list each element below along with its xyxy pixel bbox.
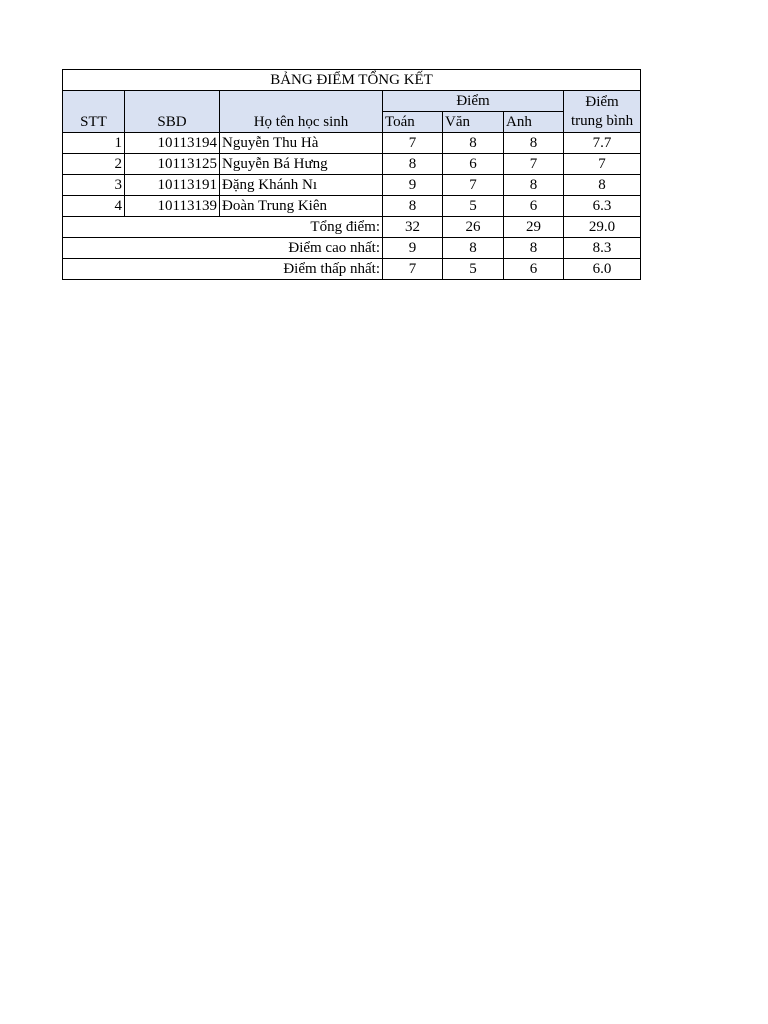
cell-anh: 8: [504, 175, 564, 196]
table-row: [63, 133, 641, 154]
table-title: BẢNG ĐIỂM TỔNG KẾT: [63, 70, 641, 91]
header-average-line2: trung bình: [570, 112, 634, 129]
summary-anh: 8: [504, 238, 564, 259]
summary-van: 5: [443, 259, 504, 280]
cell-sbd: 10113194: [125, 133, 220, 154]
cell-average: 7.7: [564, 133, 641, 154]
cell-van: 6: [443, 154, 504, 175]
summary-average: 29.0: [564, 217, 641, 238]
summary-van: 8: [443, 238, 504, 259]
cell-stt: 2: [63, 154, 125, 175]
header-stt: STT: [63, 91, 125, 133]
table-row: [63, 175, 641, 196]
summary-toan: 9: [383, 238, 443, 259]
header-subject-anh: Anh: [504, 112, 564, 133]
cell-anh: 8: [504, 133, 564, 154]
cell-stt: 1: [63, 133, 125, 154]
summary-average: 6.0: [564, 259, 641, 280]
cell-stt: 3: [63, 175, 125, 196]
summary-van: 26: [443, 217, 504, 238]
cell-name: Nguyễn Thu Hà: [220, 133, 383, 154]
grade-summary-table: [62, 69, 641, 280]
cell-van: 8: [443, 133, 504, 154]
summary-row-min: [63, 259, 641, 280]
cell-toan: 7: [383, 133, 443, 154]
header-average: [564, 91, 641, 133]
table-row: [63, 196, 641, 217]
cell-toan: 9: [383, 175, 443, 196]
cell-toan: 8: [383, 196, 443, 217]
cell-average: 6.3: [564, 196, 641, 217]
cell-anh: 6: [504, 196, 564, 217]
summary-toan: 7: [383, 259, 443, 280]
cell-sbd: 10113125: [125, 154, 220, 175]
cell-name: Nguyễn Bá Hưng: [220, 154, 383, 175]
cell-average: 8: [564, 175, 641, 196]
cell-sbd: 10113139: [125, 196, 220, 217]
header-score-group: Điểm: [383, 91, 564, 112]
summary-anh: 6: [504, 259, 564, 280]
header-row-1: [63, 91, 641, 112]
summary-row-total: [63, 217, 641, 238]
header-average-line1: Điểm: [585, 93, 619, 110]
summary-label: Điểm cao nhất:: [63, 238, 383, 259]
cell-van: 5: [443, 196, 504, 217]
cell-anh: 7: [504, 154, 564, 175]
summary-label: Điểm thấp nhất:: [63, 259, 383, 280]
cell-toan: 8: [383, 154, 443, 175]
cell-name: Đoàn Trung Kiên: [220, 196, 383, 217]
header-name: Họ tên học sinh: [220, 91, 383, 133]
summary-anh: 29: [504, 217, 564, 238]
summary-label: Tổng điểm:: [63, 217, 383, 238]
header-subject-van: Văn: [443, 112, 504, 133]
header-sbd: SBD: [125, 91, 220, 133]
summary-toan: 32: [383, 217, 443, 238]
table-row: [63, 154, 641, 175]
title-row: [63, 70, 641, 91]
cell-sbd: 10113191: [125, 175, 220, 196]
cell-van: 7: [443, 175, 504, 196]
cell-average: 7: [564, 154, 641, 175]
summary-row-max: [63, 238, 641, 259]
header-subject-toan: Toán: [383, 112, 443, 133]
cell-stt: 4: [63, 196, 125, 217]
cell-name: Đặng Khánh Nı: [220, 175, 383, 196]
summary-average: 8.3: [564, 238, 641, 259]
